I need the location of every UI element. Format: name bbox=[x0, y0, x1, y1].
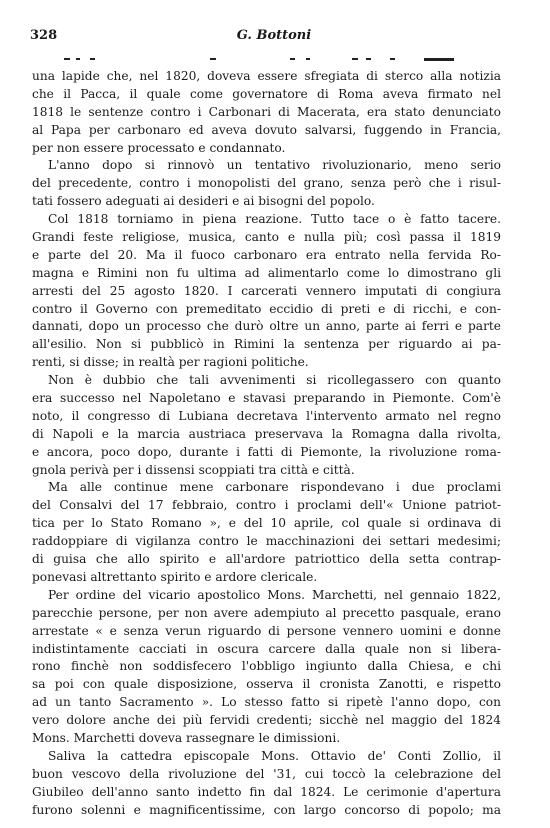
text-line: Saliva la cattedra episcopale Mons. Ottavio de' Conti Zollio, il bbox=[48, 748, 501, 763]
text-line: 1818 le sentenze contro i Carbonari di Macerata, era stato denunciato bbox=[32, 104, 501, 119]
text-line: Per ordine del vicario apostolico Mons. Marchetti, nel gennaio 1822, bbox=[48, 587, 501, 602]
text-line: contro il Governo con premeditato eccidio di preti e di ricchi, e con- bbox=[32, 301, 501, 316]
text-line: dannati, dopo un processo che durò oltre un anno, parte ai ferri e parte bbox=[32, 319, 501, 334]
underline-marks bbox=[60, 56, 480, 66]
text-line: buon vescovo della rivoluzione del '31, cui toccò la celebrazione del bbox=[32, 766, 501, 781]
text-line: del Consalvi del 17 febbraio, contro i proclami dell'« Unione patriot- bbox=[32, 498, 501, 513]
text-line: noto, il congresso di Lubiana decretava l'intervento armato nel regno bbox=[32, 408, 501, 423]
text-line: furono solenni e magnificentissime, con largo concorso di popolo; ma bbox=[32, 802, 501, 817]
text-line: di guisa che allo spirito e all'ardore patriottico della setta contrap- bbox=[32, 552, 501, 567]
text-line: vero dolore anche dei più fervidi credenti; sicchè nel maggio del 1824 bbox=[32, 713, 501, 728]
body-text bbox=[32, 68, 501, 819]
text-line: gnola perivà per i dissensi scoppiati tra città e città. bbox=[32, 462, 355, 477]
text-line: tica per lo Stato Romano », e del 10 aprile, col quale si ordinava di bbox=[32, 516, 501, 531]
text-line: di Napoli e la marcia austriaca preservava la Romagna dalla rivolta, bbox=[32, 426, 501, 441]
text-line: Ma alle continue mene carbonare rispondevano i due proclami bbox=[48, 480, 501, 495]
text-line: era successo nel Napoletano e stavasi preparando in Piemonte. Com'è bbox=[32, 391, 501, 406]
text-line: Mons. Marchetti doveva rassegnare le dimissioni. bbox=[32, 730, 341, 745]
running-title: G. Bottoni bbox=[236, 28, 312, 43]
text-line: indistintamente cacciati in oscura carcere dalla quale non si libera- bbox=[32, 641, 501, 656]
page-number: 328 bbox=[30, 28, 58, 43]
text-line: al Papa per carbonaro ed aveva dovuto salvarsi, fuggendo in Francia, bbox=[32, 122, 501, 137]
text-line: raddoppiare di vigilanza contro le macchinazioni dei settari medesimi; bbox=[32, 534, 501, 549]
text-line: Giubileo dell'anno santo indetto fin dal 1824. Le cerimonie d'apertura bbox=[32, 784, 501, 799]
text-line: renti, si disse; in realtà per ragioni politiche. bbox=[32, 355, 309, 370]
text-line: che il Pacca, il quale come governatore di Roma aveva firmato nel bbox=[32, 86, 501, 101]
text-line: arresti del 25 agosto 1820. I carcerati vennero imputati di congiura bbox=[32, 283, 501, 298]
text-line: Grandi feste religiose, musica, canto e nulla più; così passa il 1819 bbox=[32, 230, 501, 245]
text-line: magna e Rimini non fu ultima ad alimentarlo come lo dimostrano gli bbox=[32, 265, 501, 280]
page-header bbox=[30, 28, 518, 46]
text-line: e ancora, poco dopo, durante i fatti di Piemonte, la rivoluzione roma- bbox=[32, 444, 501, 459]
text-line: sa poi con quale disposizione, osserva il cronista Zanotti, e rispetto bbox=[32, 677, 501, 692]
text-line: L'anno dopo si rinnovò un tentativo rivoluzionario, meno serio bbox=[48, 158, 501, 173]
text-line: e parte del 20. Ma il fuoco carbonaro era entrato nella fervida Ro- bbox=[32, 247, 501, 262]
text-line: all'esilio. Non si pubblicò in Rimini la sentenza per riguardo ai pa- bbox=[32, 337, 501, 352]
text-line: parecchie persone, per non avere adempiuto al precetto pasquale, erano bbox=[32, 605, 501, 620]
text-line: ad un tanto Sacramento ». Lo stesso fatto si ripetè l'anno dopo, con bbox=[32, 695, 501, 710]
text-line: per non essere processato e condannato. bbox=[32, 140, 286, 155]
text-line: una lapide che, nel 1820, doveva essere sfregiata di sterco alla notizia bbox=[32, 69, 501, 83]
text-line: Col 1818 torniamo in piena reazione. Tutto tace o è fatto tacere. bbox=[48, 212, 501, 227]
text-line: arrestate « e senza verun riguardo di persone vennero uomini e donne bbox=[32, 623, 501, 638]
text-line: Non è dubbio che tali avvenimenti si ricollegassero con quanto bbox=[48, 373, 501, 388]
text-line: rono finchè non soddisfecero l'obbligo ingiunto dalla Chiesa, e chi bbox=[32, 659, 501, 674]
text-line: tati fossero adeguati ai desideri e ai bisogni del popolo. bbox=[32, 194, 375, 209]
text-line: ponevasi altrettanto spirito e ardore clericale. bbox=[32, 569, 318, 584]
text-line: del precedente, contro i monopolisti del grano, senza però che i risul- bbox=[32, 176, 501, 191]
